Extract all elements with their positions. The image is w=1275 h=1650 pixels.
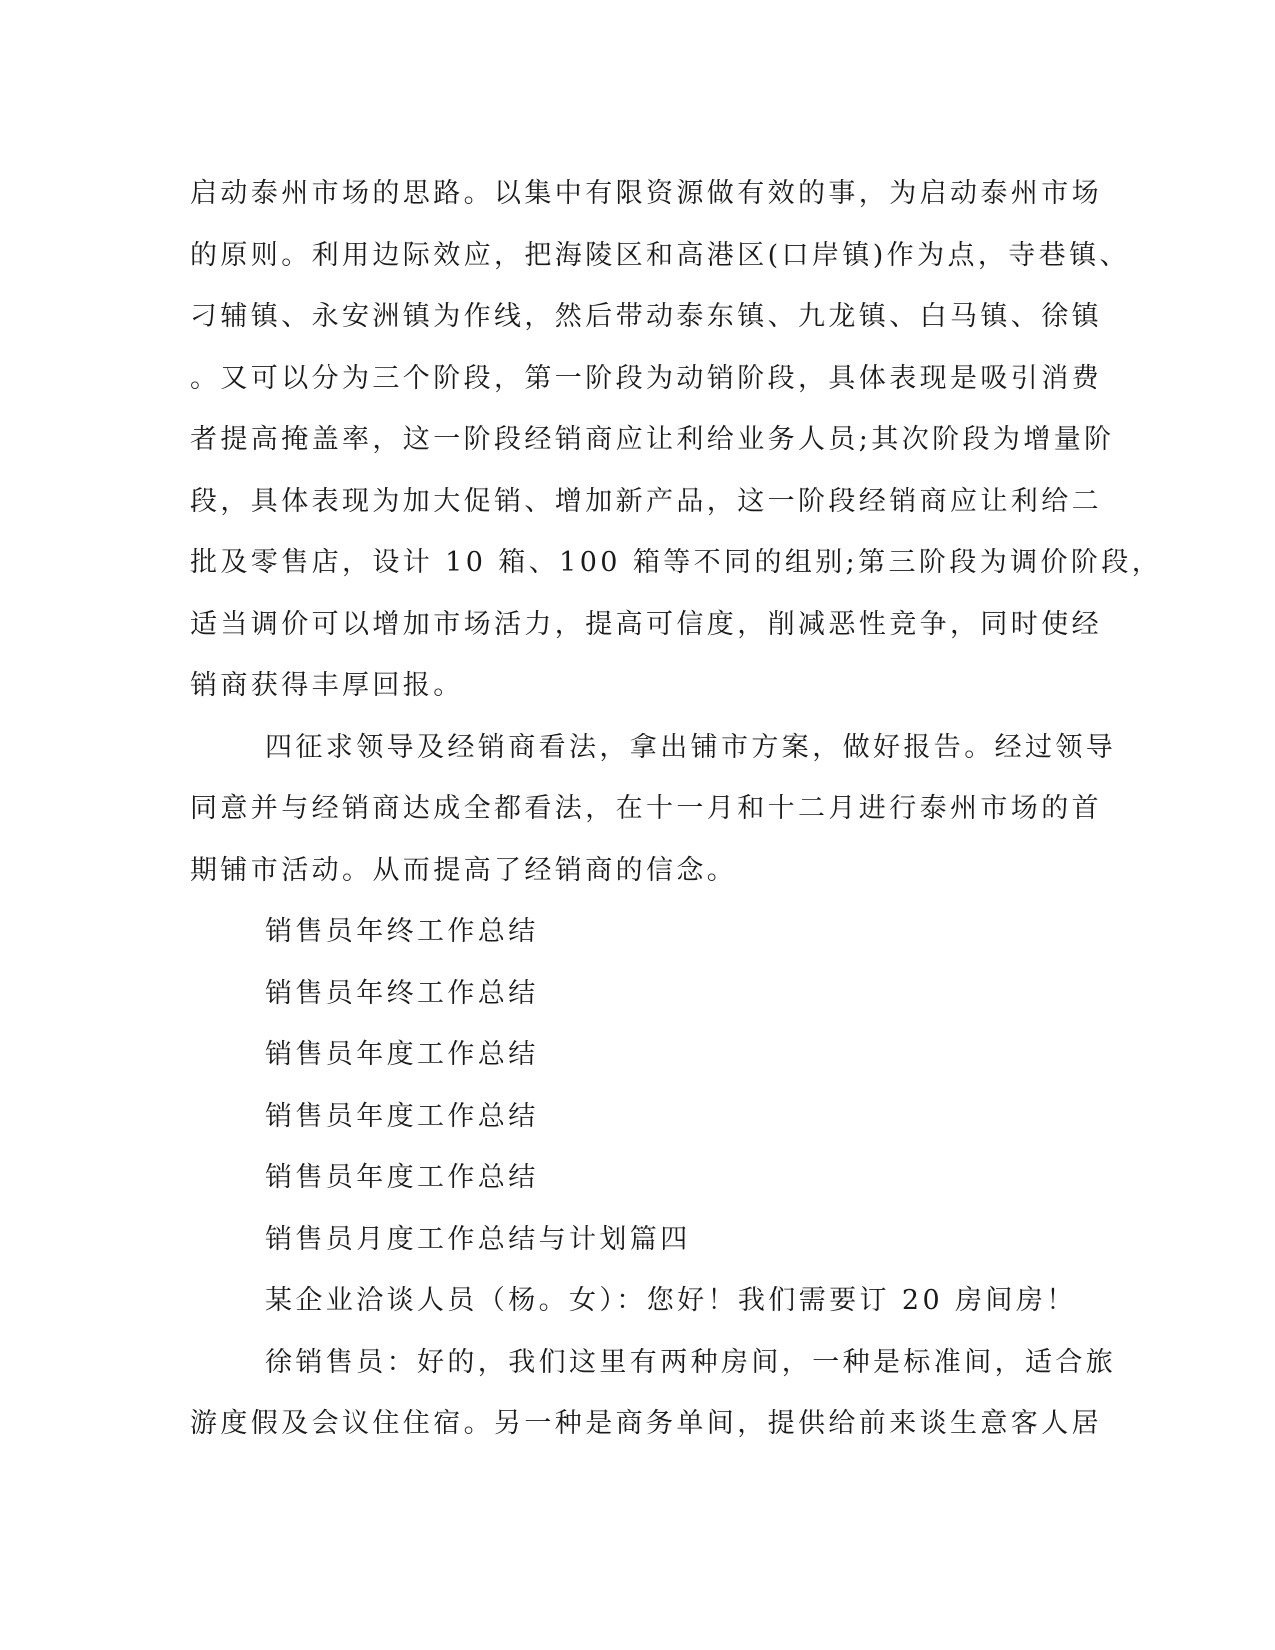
text-line: 期铺市活动。从而提高了经销商的信念。 — [190, 854, 738, 886]
paragraph-start-line: 徐销售员：好的，我们这里有两种房间，一种是标准间，适合旅 — [265, 1346, 1117, 1378]
heading-line: 销售员年度工作总结 — [265, 1100, 539, 1132]
heading-line: 销售员年度工作总结 — [265, 1039, 539, 1070]
heading-line: 销售员年终工作总结 — [265, 916, 539, 947]
text-line: 。又可以分为三个阶段，第一阶段为动销阶段，具体表现是吸引消费 — [190, 362, 1102, 394]
text-line: 游度假及会议住住宿。另一种是商务单间，提供给前来谈生意客人居 — [190, 1408, 1102, 1439]
text-line: 者提高掩盖率，这一阶段经销商应让利给业务人员;其次阶段为增量阶 — [190, 424, 1115, 455]
heading-line: 销售员年终工作总结 — [265, 977, 539, 1009]
dialogue-line: 某企业洽谈人员（杨。女）：您好！我们需要订 20 房间房！ — [265, 1285, 1077, 1316]
text-line: 批及零售店，设计 10 箱、100 箱等不同的组别;第三阶段为调价阶段， — [190, 547, 1163, 578]
text-line: 的原则。利用边际效应，把海陵区和高港区(口岸镇)作为点，寺巷镇、 — [190, 239, 1130, 271]
heading-line: 销售员月度工作总结与计划篇四 — [265, 1223, 691, 1255]
heading-line: 销售员年度工作总结 — [265, 1162, 539, 1193]
text-line: 启动泰州市场的思路。以集中有限资源做有效的事，为启动泰州市场 — [190, 178, 1102, 209]
text-line: 适当调价可以增加市场活力，提高可信度，削减恶性竞争，同时使经 — [190, 608, 1102, 640]
paragraph-start-line: 四征求领导及经销商看法，拿出铺市方案，做好报告。经过领导 — [265, 731, 1117, 763]
text-line: 刁辅镇、永安洲镇为作线，然后带动泰东镇、九龙镇、白马镇、徐镇 — [190, 301, 1102, 332]
text-line: 段，具体表现为加大促销、增加新产品，这一阶段经销商应让利给二 — [190, 485, 1102, 517]
text-line: 销商获得丰厚回报。 — [190, 670, 464, 701]
document-body — [190, 163, 1163, 1455]
text-line: 同意并与经销商达成全都看法，在十一月和十二月进行泰州市场的首 — [190, 793, 1102, 824]
